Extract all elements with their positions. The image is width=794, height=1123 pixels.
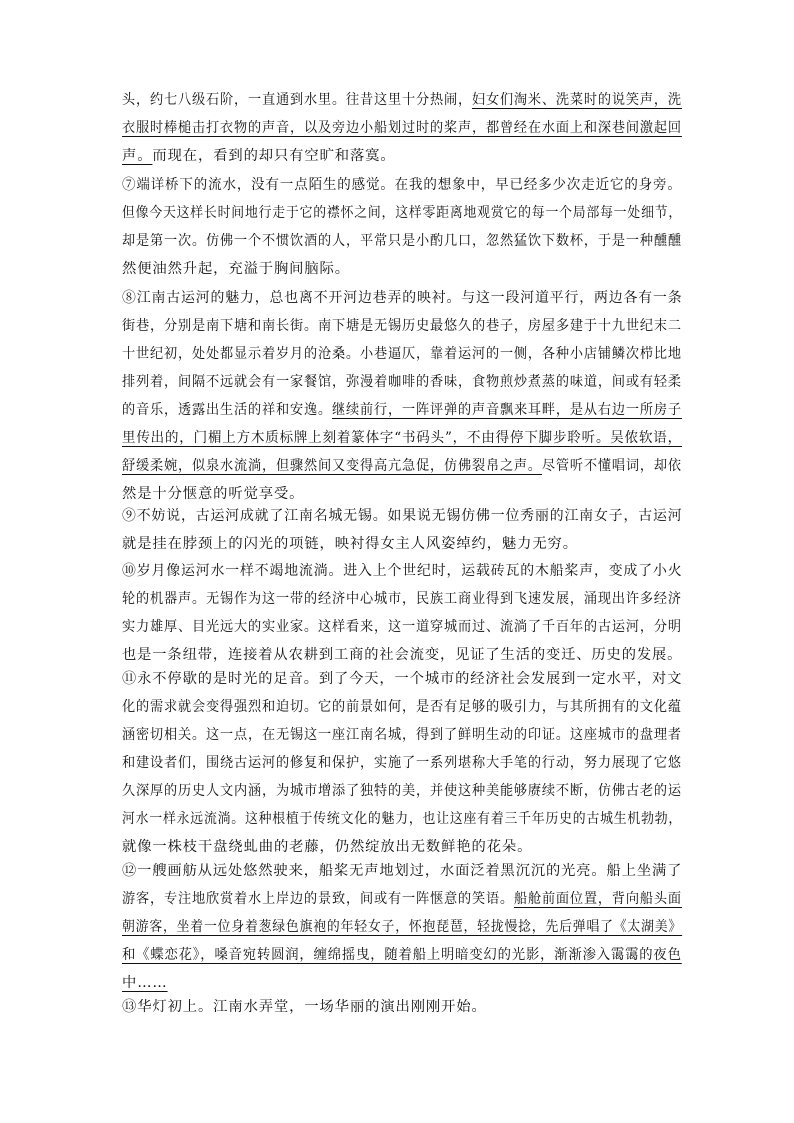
text-segment: 实力雄厚、目光远大的实业家。这样看来，这一道穿城而过、流淌了千百年的古运河，分明 [122, 619, 682, 635]
text-line [122, 530, 682, 558]
text-line [122, 227, 682, 255]
text-line [122, 502, 683, 530]
text-segment: 也是一条纽带，连接着从农耕到工商的社会流变，见证了生活的变迁、历史的发展。 [122, 647, 683, 663]
underlined-text: 中…… [122, 975, 168, 991]
text-segment: 河水一样永远流淌。这种根植于传统文化的魅力，也让这座有着三千年历史的古城生机勃勃， [122, 811, 683, 827]
underlined-text: 妇女们淘米、洗菜时的说笑声，洗 [471, 92, 682, 108]
paragraph-13 [122, 993, 682, 1021]
text-line [122, 557, 683, 585]
text-line [122, 424, 682, 452]
text-line [122, 693, 682, 721]
text-segment: ⑩岁月像运河水一样不竭地流淌。进入上个世纪时，运载砖瓦的木船桨声，变成了小火 [122, 563, 683, 579]
text-segment: 和建设者们，围绕古运河的修复和保护，实施了一系列堪称大手笔的行动，努力展现了它悠 [122, 755, 682, 771]
text-segment: 排列着，间隔不远就会有一家餐馆，弥漫着咖啡的香味，食物煎炒煮蒸的味道，间或有轻柔 [122, 374, 682, 390]
text-segment: 然是十分惬意的听觉享受。 [122, 486, 305, 502]
text-line [122, 284, 683, 312]
text-segment: 化的需求就会变得强烈和迫切。它的前景如何，是否有足够的吸引力，与其所拥有的文化蕴 [122, 699, 682, 715]
underlined-text: 船舱前面位置，背向船头面 [513, 891, 682, 907]
underlined-text: 舒缓柔婉，似泉水流淌，但骤然间又变得高亢急促，仿佛裂帛之声。 [122, 458, 542, 474]
text-line [122, 805, 683, 833]
text-segment: 但像今天这样长时间地行走于它的襟怀之间，这样零距离地观赏它的每一个局部每一处细节， [122, 205, 683, 221]
text-segment: 久深厚的历史人文内涵，为城市增添了独特的美，并使这种美能够赓续不断，仿佛古老的运 [122, 783, 682, 799]
text-segment: ⑪永不停歇的是时光的足音。到了今天，一个城市的经济社会发展到一定水平，对文 [122, 671, 683, 687]
text-segment: 就像一株枝干盘绕虬曲的老藤，仍然绽放出无数鲜艳的花朵。 [122, 839, 533, 855]
paragraph-6-continued [122, 86, 682, 170]
text-segment: ⑧江南古运河的魅力，总也离不开河边巷弄的映衬。与这一段河道平行，两边各有一条 [122, 290, 683, 306]
text-line [122, 114, 682, 142]
text-segment: ⑦端详桥下的流水，没有一点陌生的感觉。在我的想象中，早已经多少次走近它的身旁。 [122, 177, 682, 193]
text-line [122, 340, 682, 368]
text-segment: 轮的机器声。无锡作为这一带的经济中心城市，民族工商业得到飞速发展，涌现出许多经济 [122, 591, 682, 607]
paragraph-9 [122, 502, 682, 558]
text-segment: 的音乐，透露出生活的祥和安逸。 [122, 402, 332, 418]
text-segment: 涵密切相关。这一点，在无锡这一座江南名城，得到了鲜明生动的印证。这座城市的盘理者 [122, 727, 682, 743]
text-line [122, 142, 682, 170]
underlined-text: 衣服时棒槌击打衣物的声音，以及旁边小船划过时的桨声，都曾经在水面上和深巷间激起回 [122, 120, 682, 136]
underlined-text: 和《蝶恋花》，嗓音宛转圆润，缠绵摇曳，随着船上明暗变幻的光影，渐渐渗入霭霭的夜色 [122, 947, 682, 963]
text-line [122, 749, 682, 777]
text-segment: ⑬华灯初上。江南水弄堂，一场华丽的演出刚刚开始。 [122, 999, 487, 1015]
text-segment: 尽管听不懂唱词，却依 [541, 458, 682, 474]
text-segment: 十世纪初，处处都显示着岁月的沧桑。小巷逼仄，靠着运河的一侧，各种小店铺鳞次栉比地 [122, 346, 682, 362]
text-segment: 游客，专注地欣赏着水上岸边的景致，间或有一阵惬意的笑语。 [122, 891, 514, 907]
underlined-text: 继续前行，一阵评弹的声音飘来耳畔，是从右边一所房子 [331, 402, 682, 418]
text-line [122, 312, 682, 340]
text-segment: 却是第一次。仿佛一个不惯饮酒的人，平常只是小酌几口，忽然猛饮下数杯，于是一种醺醺 [122, 233, 682, 249]
text-segment: 就是挂在脖颈上的闪光的项链，映衬得女主人风姿绰约，魅力无穷。 [122, 536, 578, 552]
text-segment: 街巷，分别是南下塘和南长街。南下塘是无锡历史最悠久的巷子，房屋多建于十九世纪末二 [122, 318, 682, 334]
text-line [122, 885, 682, 913]
text-line [122, 255, 682, 283]
underlined-text: 声。 [122, 148, 153, 164]
text-line [122, 913, 683, 941]
text-line [122, 368, 682, 396]
text-line [122, 777, 682, 805]
text-line [122, 585, 682, 613]
text-segment: 然便油然升起，充溢于胸间脑际。 [122, 261, 350, 277]
text-line [122, 721, 682, 749]
text-segment: 头，约七八级石阶，一直通到水里。往昔这里十分热闹， [122, 92, 472, 108]
paragraph-8 [122, 284, 682, 508]
text-line [122, 993, 682, 1021]
paragraph-12 [122, 857, 682, 997]
paragraph-7 [122, 171, 682, 283]
text-line [122, 613, 682, 641]
paragraph-11 [122, 665, 682, 861]
text-line [122, 665, 683, 693]
text-segment: ⑫一艘画舫从远处悠然驶来，船桨无声地划过，水面泛着黑沉沉的光亮。船上坐满了 [122, 863, 683, 879]
text-line [122, 171, 682, 199]
text-line [122, 941, 682, 969]
underlined-text: 里传出的，门楣上方木质标牌上刻着篆体字“书码头”，不由得停下脚步聆听。吴侬软语， [122, 430, 682, 446]
text-line [122, 452, 682, 480]
paragraph-10 [122, 557, 682, 669]
text-segment: ⑨不妨说，古运河成就了江南名城无锡。如果说无锡仿佛一位秀丽的江南女子，古运河 [122, 508, 683, 524]
text-line [122, 86, 682, 114]
text-line [122, 199, 683, 227]
underlined-text: 朝游客，坐着一位身着葱绿色旗袍的年轻女子，怀抱琵琶，轻拢慢捻，先后弹唱了《太湖美》 [122, 919, 683, 935]
text-segment: 而现在，看到的却只有空旷和落寞。 [152, 148, 396, 164]
text-line [122, 857, 683, 885]
text-line [122, 396, 682, 424]
